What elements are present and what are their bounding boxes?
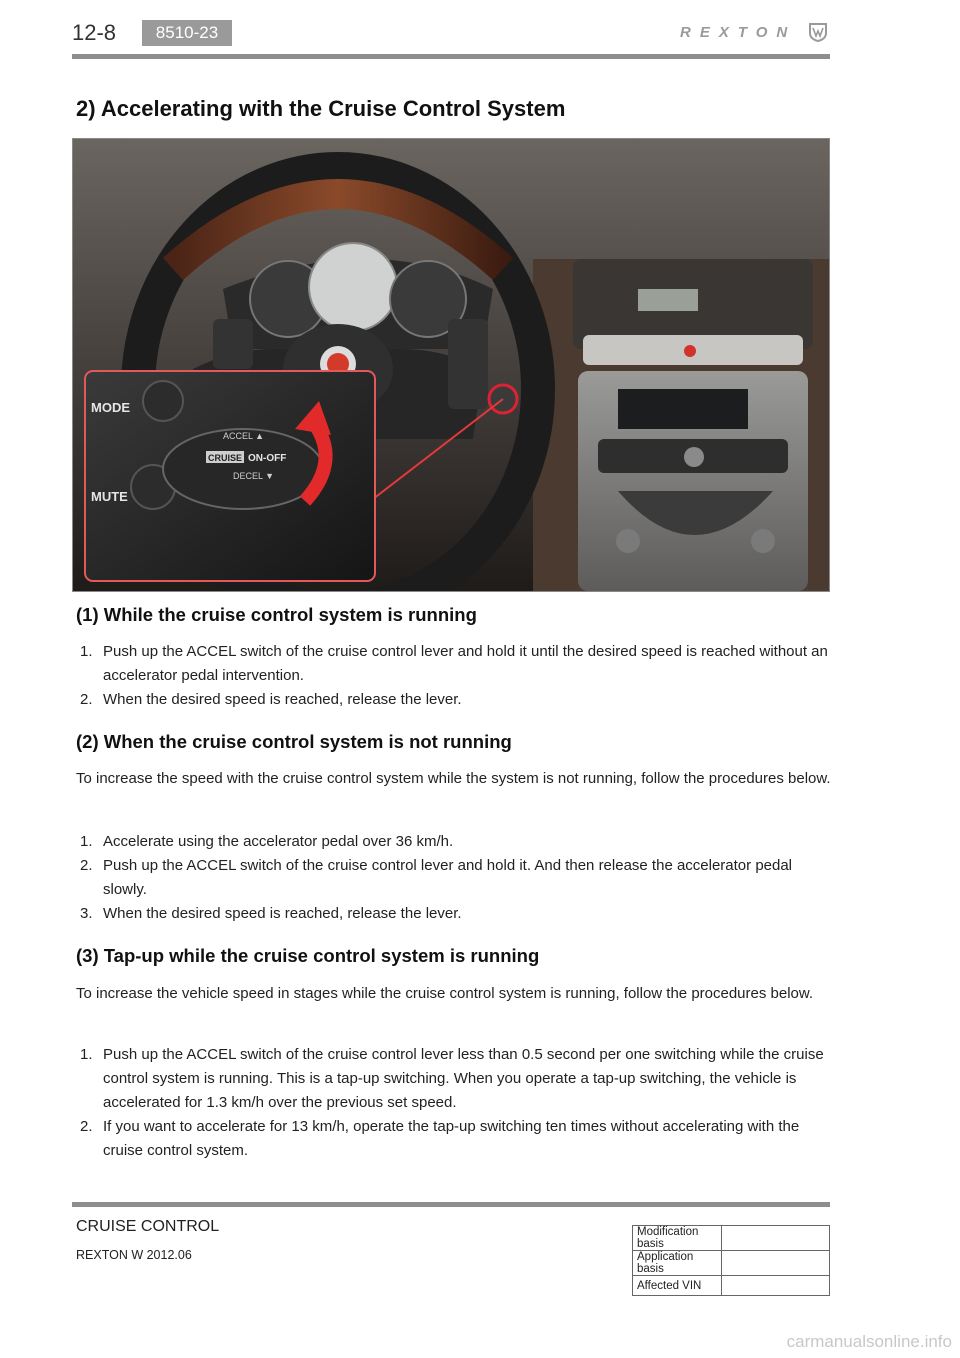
footer-model-date: REXTON W 2012.06 xyxy=(76,1248,192,1262)
list-item: 2. If you want to accelerate for 13 km/h, operate the tap-up switching ten times without accelerating with the cruise control system. xyxy=(80,1118,800,1159)
list-item: 1. Push up the ACCEL switch of the cruise control lever and hold it until the desired speed is reached without an accelerator pedal intervention. xyxy=(80,643,828,684)
brand-wordmark: REXTON xyxy=(680,24,797,41)
list-item: 1. Push up the ACCEL switch of the cruise control lever less than 0.5 second per one switching while the cruise control system is running. This is a tap-up switching. When you operate a tap-up switching, the vehicle is accelerated for 1.3 km/h over the previous set speed. xyxy=(80,1046,824,1111)
inset-cruise-label: CRUISE xyxy=(208,453,243,463)
list-item: 1. Accelerate using the accelerator pedal over 36 km/h. xyxy=(80,833,454,850)
inset-onoff-label: ON-OFF xyxy=(248,453,287,464)
subsection-2-steps xyxy=(76,830,836,926)
inset-mode-label: MODE xyxy=(91,400,130,415)
list-item: 2. When the desired speed is reached, release the lever. xyxy=(80,691,462,708)
document-code-badge: 8510-23 xyxy=(142,20,232,46)
list-item: 2. Push up the ACCEL switch of the cruise control lever and hold it. And then release the accelerator pedal slowly. xyxy=(80,857,793,898)
inset-mute-label: MUTE xyxy=(91,489,128,504)
subsection-3-heading: (3) Tap-up while the cruise control system is running xyxy=(76,945,540,966)
basis-value xyxy=(722,1251,830,1276)
inset-decel-label: DECEL ▼ xyxy=(233,471,275,481)
brand-logo-icon xyxy=(808,22,828,42)
basis-value xyxy=(722,1226,830,1251)
basis-label: Modification basis xyxy=(633,1226,722,1251)
list-item: 3. When the desired speed is reached, release the lever. xyxy=(80,905,462,922)
section-title: 2) Accelerating with the Cruise Control System xyxy=(76,96,566,121)
subsection-1-heading: (1) While the cruise control system is running xyxy=(76,604,477,625)
page-number: 12-8 xyxy=(72,20,117,45)
subsection-3-steps xyxy=(76,1043,836,1163)
subsection-2-intro: To increase the speed with the cruise control system while the system is not running, follow the procedures below. xyxy=(76,770,831,787)
footer-chapter-title: CRUISE CONTROL xyxy=(76,1218,220,1235)
basis-table xyxy=(632,1225,830,1296)
table-row xyxy=(633,1276,830,1296)
dashboard-illustration xyxy=(73,139,829,591)
footer-rule xyxy=(72,1202,830,1207)
table-row xyxy=(633,1226,830,1251)
subsection-2-heading: (2) When the cruise control system is not running xyxy=(76,731,512,752)
basis-label: Application basis xyxy=(633,1251,722,1276)
subsection-1-steps xyxy=(76,640,836,712)
dashboard-figure xyxy=(72,138,830,592)
table-row xyxy=(633,1251,830,1276)
inset-accel-label: ACCEL ▲ xyxy=(223,431,265,441)
subsection-3-intro: To increase the vehicle speed in stages while the cruise control system is running, follow the procedures below. xyxy=(76,985,814,1002)
basis-value xyxy=(722,1276,830,1296)
basis-label: Affected VIN xyxy=(633,1276,722,1296)
watermark-link[interactable]: carmanualsonline.info xyxy=(786,1332,952,1351)
header-rule xyxy=(72,54,830,59)
